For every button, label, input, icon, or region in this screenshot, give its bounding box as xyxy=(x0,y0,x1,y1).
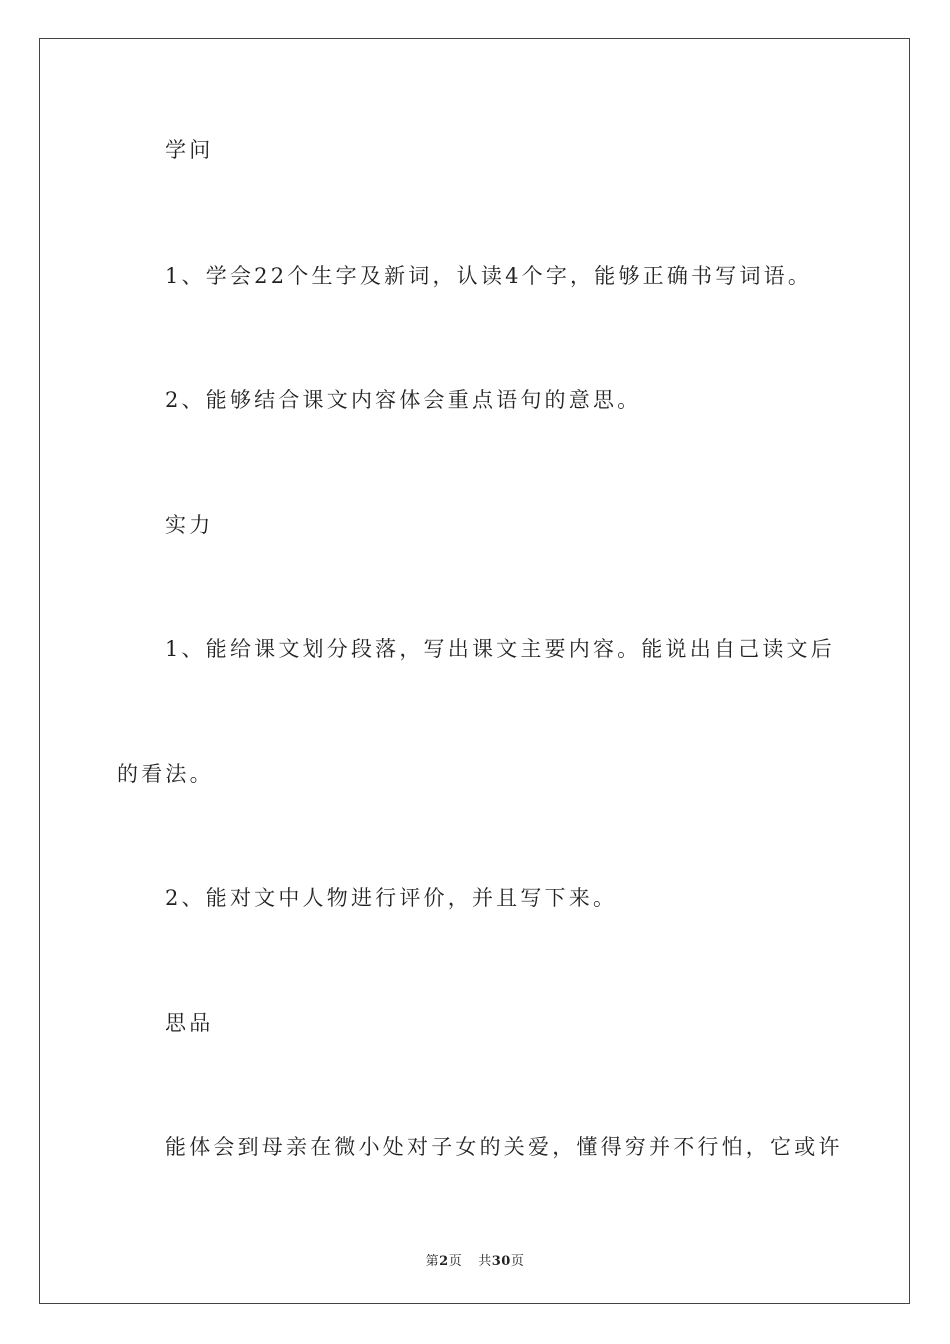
footer-total-pages: 30 xyxy=(491,1254,511,1269)
page-footer xyxy=(0,1250,950,1269)
footer-page-number: 2 xyxy=(439,1254,449,1269)
knowledge-item-1: 1、学会22个生字及新词，认读4个字，能够正确书写词语。 xyxy=(165,264,813,288)
heading-ability: 实力 xyxy=(165,513,214,537)
knowledge-item-2: 2、能够结合课文内容体会重点语句的意思。 xyxy=(165,388,642,412)
ability-item-1-continued: 的看法。 xyxy=(117,762,214,786)
ability-item-2: 2、能对文中人物进行评价，并且写下来。 xyxy=(165,886,618,910)
ability-item-1: 1、能给课文划分段落，写出课文主要内容。能说出自己读文后 xyxy=(165,637,835,661)
footer-total-prefix: 共 xyxy=(478,1254,492,1269)
heading-morality: 思品 xyxy=(165,1011,214,1035)
footer-total-suffix: 页 xyxy=(510,1254,525,1269)
footer-page-prefix: 第 xyxy=(425,1254,440,1269)
page-frame xyxy=(39,38,910,1304)
morality-text: 能体会到母亲在微小处对子女的关爱，懂得穷并不行怕，它或许 xyxy=(165,1135,843,1159)
heading-knowledge: 学问 xyxy=(165,138,214,162)
footer-page-suffix: 页 xyxy=(448,1254,463,1269)
